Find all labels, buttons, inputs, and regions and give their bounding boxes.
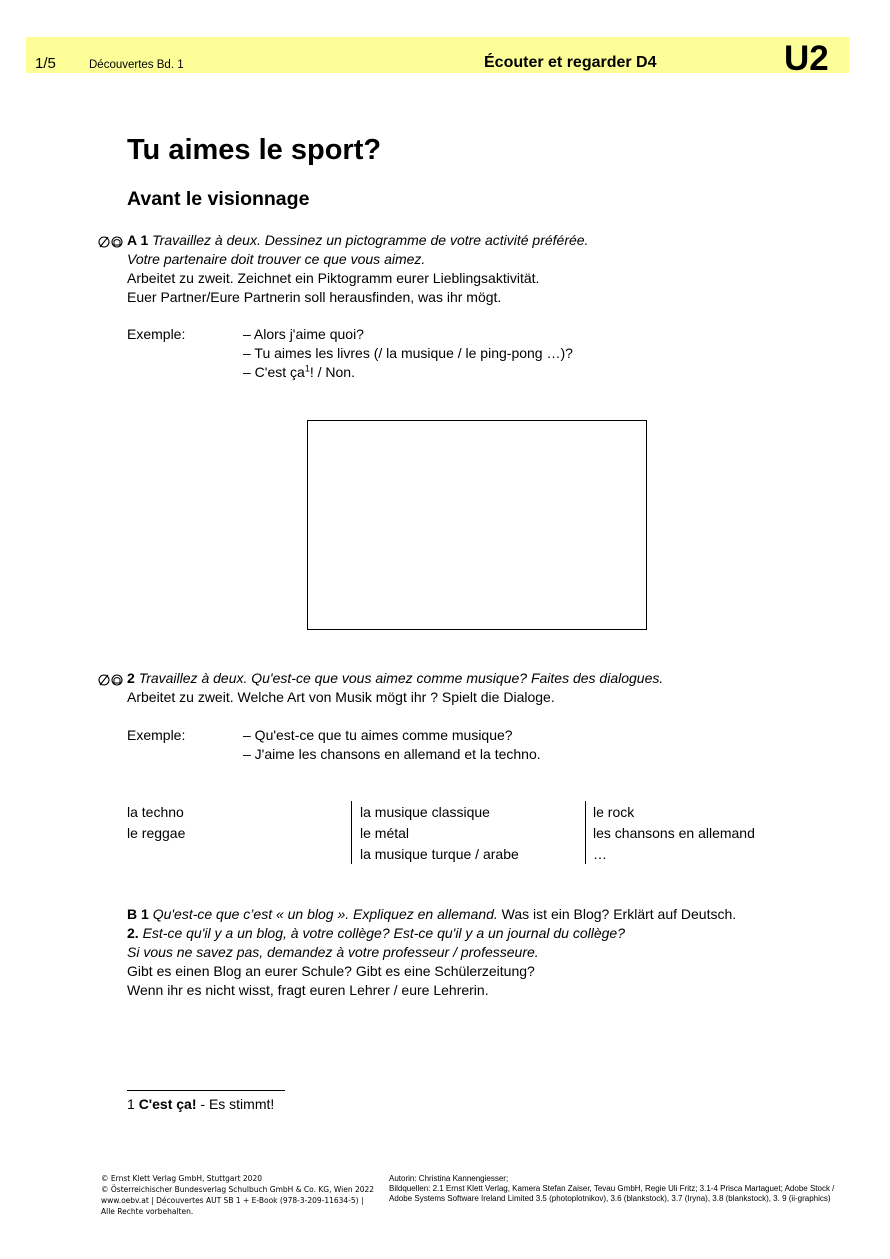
task-a1-fr-line1: Travaillez à deux. Dessinez un pictogramme de votre activité préférée. (152, 232, 589, 248)
task-2-example-1: – Qu'est-ce que tu aimes comme musique? (243, 727, 513, 743)
footer-author: Autorin: Christina Kannengiesser; (389, 1174, 509, 1183)
footnote (127, 1096, 274, 1112)
music-option: le métal (360, 825, 410, 841)
task-2-fr-line: Travaillez à deux. Qu'est-ce que vous aimez comme musique? Faites des dialogues. (138, 670, 664, 686)
music-option: la musique turque / arabe (360, 846, 519, 862)
task-a1-fr-line2: Votre partenaire doit trouver ce que vous aimez. (127, 251, 426, 267)
pair-work-icon (97, 235, 125, 249)
task-2-instruction-fr (127, 669, 663, 688)
task-b2-fr: Est-ce qu'il y a un blog, à votre collège? Est-ce qu'il y a un journal du collège? (138, 925, 625, 941)
task-a1-example-label: Exemple: (127, 326, 186, 342)
music-option: le rock (593, 804, 635, 820)
footnote-number: 1 (127, 1096, 139, 1112)
task-b1-number: B 1 (127, 906, 149, 922)
task-b3-fr: Si vous ne savez pas, demandez à votre professeur / professeure. (127, 944, 539, 960)
column-divider (351, 801, 352, 864)
music-option: les chansons en allemand (593, 825, 755, 841)
example-3-text: – C'est ça (243, 364, 305, 380)
music-option: le reggae (127, 825, 186, 841)
section-title: Avant le visionnage (127, 188, 310, 210)
footer-credits-2: Adobe Systems Software Ireland Limited 3.5 (photoplotnikov), 3.6 (blankstock), 3.7 (Iryna), 3.8 (blankstock), 3. 9 (ii-graphics) (389, 1194, 831, 1203)
footer-isbn: www.oebv.at | Découvertes AUT SB 1 + E-Book (978-3-209-11634-5) | (101, 1196, 364, 1205)
task-b2-number: 2. (127, 925, 139, 941)
music-option: la musique classique (360, 804, 490, 820)
footnote-rule (127, 1090, 285, 1091)
book-title: Découvertes Bd. 1 (89, 59, 184, 71)
task-b2-de: Gibt es einen Blog an eurer Schule? Gibt es eine Schülerzeitung? (127, 963, 535, 979)
footer-credits-1: Bildquellen: 2.1 Ernst Klett Verlag, Kamera Stefan Zaiser, Tevau GmbH, Regie Uli Fritz; 3.1-4 Prisca Martaguet; Adobe Stock / (389, 1184, 835, 1193)
footnote-meaning: - Es stimmt! (196, 1096, 275, 1112)
footer-copyright-2: © Österreichischer Bundesverlag Schulbuch GmbH & Co. KG, Wien 2022 (101, 1185, 375, 1194)
task-a1-de-line1: Arbeitet zu zweit. Zeichnet ein Piktogramm eurer Lieblingsaktivität. (127, 270, 540, 286)
task-b1-fr: Qu'est-ce que c’est « un blog ». Expliquez en allemand. (152, 906, 498, 922)
task-a1-example-3 (243, 364, 355, 380)
drawing-box[interactable] (307, 420, 647, 630)
task-2-example-label: Exemple: (127, 727, 186, 743)
header-band (26, 37, 849, 78)
task-a1-example-1: – Alors j'aime quoi? (243, 326, 364, 342)
footnote-ref: 1 (304, 363, 310, 374)
task-a1-example-2: – Tu aimes les livres (/ la musique / le ping-pong …)? (243, 345, 573, 361)
footer-rights: Alle Rechte vorbehalten. (101, 1207, 194, 1216)
task-b1-line (127, 905, 736, 924)
example-3-rest: ! / Non. (309, 364, 355, 380)
unit-label: U2 (784, 39, 829, 78)
worksheet-title: Écouter et regarder D4 (484, 54, 657, 71)
task-b1-de: Was ist ein Blog? Erklärt auf Deutsch. (497, 906, 737, 922)
page-number: 1/5 (35, 55, 56, 72)
column-divider (585, 801, 586, 864)
page-title: Tu aimes le sport? (127, 134, 382, 166)
task-2-de-line: Arbeitet zu zweit. Welche Art von Musik mögt ihr ? Spielt die Dialoge. (127, 689, 555, 705)
pair-work-icon (97, 673, 125, 687)
music-option: … (593, 846, 607, 862)
task-b2-line (127, 924, 625, 943)
task-a1-de-line2: Euer Partner/Eure Partnerin soll herausfinden, was ihr mögt. (127, 289, 502, 305)
music-option: la techno (127, 804, 184, 820)
task-2-example-2: – J'aime les chansons en allemand et la techno. (243, 746, 541, 762)
task-2-number: 2 (127, 670, 135, 686)
footer-copyright-1: © Ernst Klett Verlag GmbH, Stuttgart 2020 (101, 1174, 262, 1183)
task-b3-de: Wenn ihr es nicht wisst, fragt euren Lehrer / eure Lehrerin. (127, 982, 489, 998)
task-a1-number: A 1 (127, 232, 149, 248)
task-a1-instruction-fr (127, 231, 588, 250)
footnote-term: C'est ça! (138, 1096, 197, 1112)
